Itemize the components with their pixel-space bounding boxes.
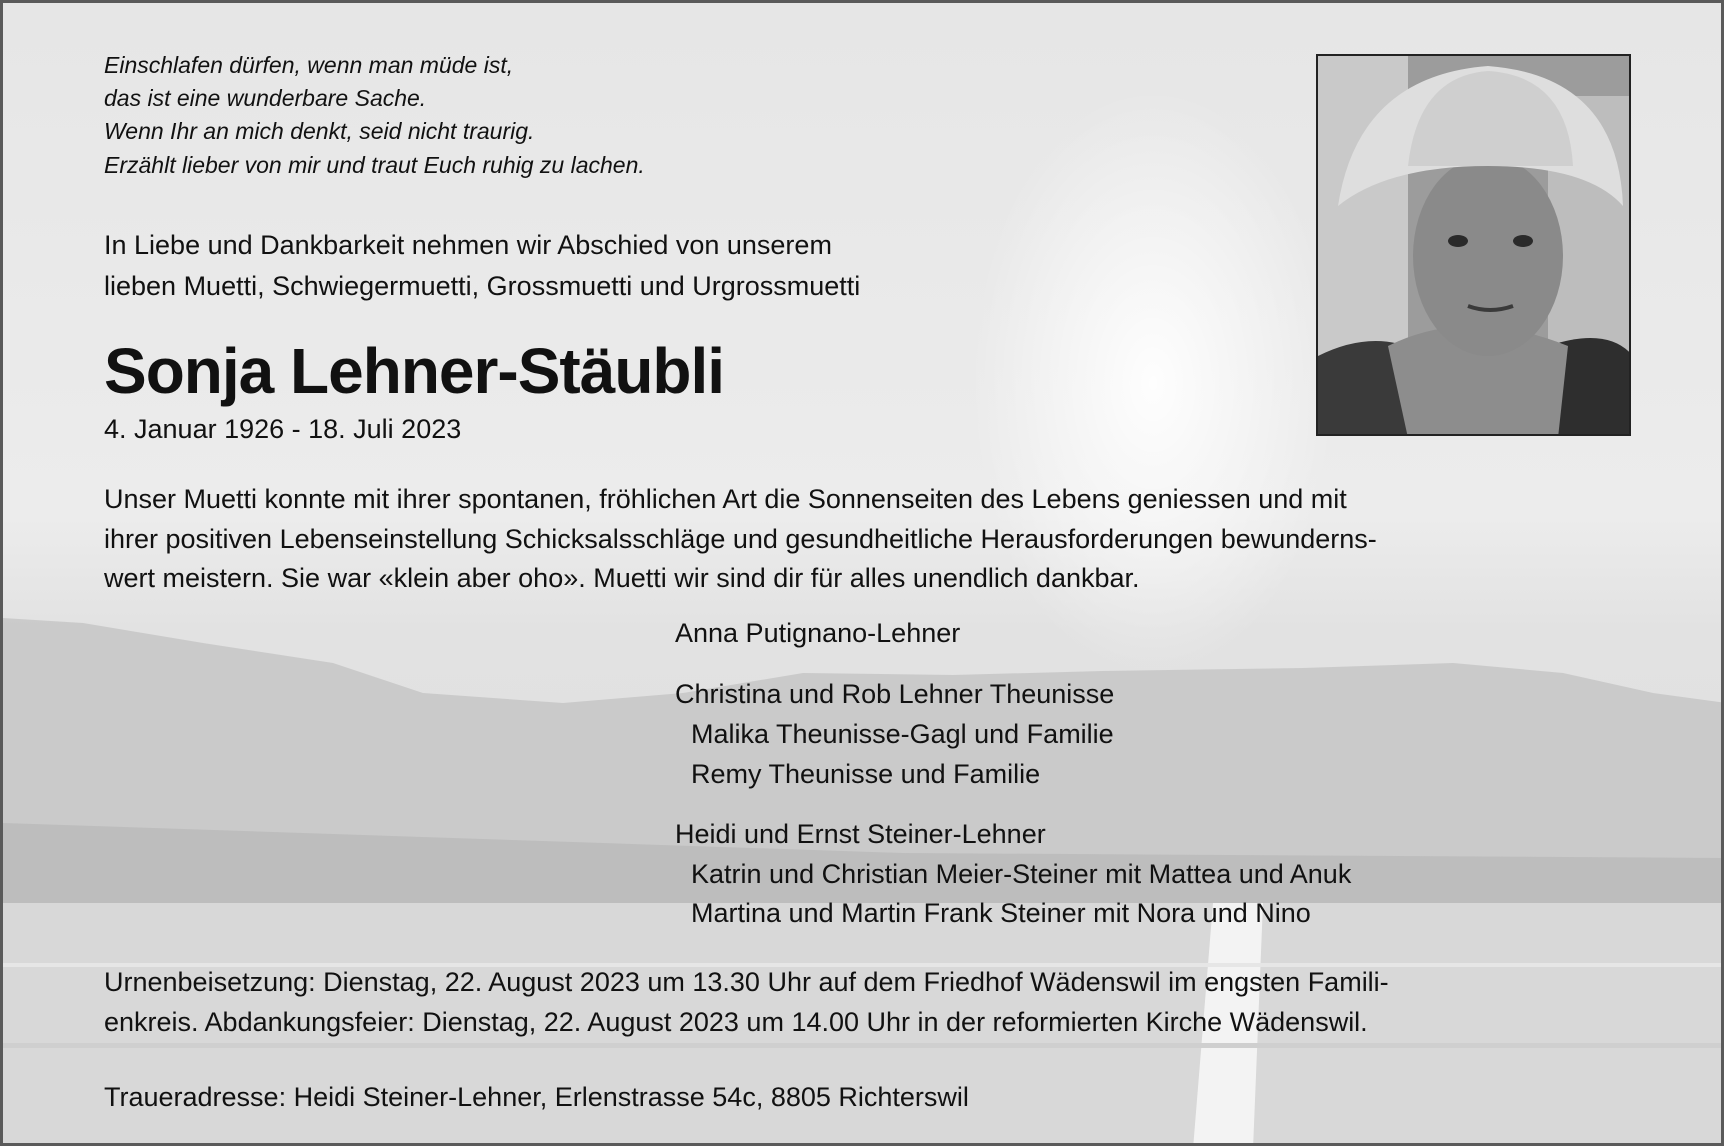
ceremony-line: Urnenbeisetzung: Dienstag, 22. August 2023 um 13.30 Uhr auf dem Friedhof Wädenswil im engsten Famili- xyxy=(104,967,1389,997)
tribute-line: wert meistern. Sie war «klein aber oho». Muetti wir sind dir für alles unendlich dankbar. xyxy=(104,563,1140,593)
family-member: Heidi und Ernst Steiner-Lehner xyxy=(675,819,1046,849)
family-member: Anna Putignano-Lehner xyxy=(675,618,961,648)
portrait-photo xyxy=(1316,54,1631,436)
family-member: Malika Theunisse-Gagl und Familie xyxy=(691,719,1114,749)
poem-line: das ist eine wunderbare Sache. xyxy=(104,85,427,111)
poem-line: Wenn Ihr an mich denkt, seid nicht traurig. xyxy=(104,118,535,144)
deceased-name: Sonja Lehner-Stäubli xyxy=(104,335,725,407)
family-member: Christina und Rob Lehner Theunisse xyxy=(675,679,1115,709)
family-member: Remy Theunisse und Familie xyxy=(691,759,1041,789)
poem-line: Erzählt lieber von mir und traut Euch ruhig zu lachen. xyxy=(104,152,645,178)
mourning-address: Traueradresse: Heidi Steiner-Lehner, Erlenstrasse 54c, 8805 Richterswil xyxy=(104,1082,969,1112)
family-member: Katrin und Christian Meier-Steiner mit Mattea und Anuk xyxy=(691,859,1352,889)
intro-line: lieben Muetti, Schwiegermuetti, Grossmuetti und Urgrossmuetti xyxy=(104,271,861,301)
tribute-line: ihrer positiven Lebenseinstellung Schicksalsschläge und gesundheitliche Herausforderungen bewunderns- xyxy=(104,524,1377,554)
life-dates: 4. Januar 1926 - 18. Juli 2023 xyxy=(104,414,462,444)
tribute-line: Unser Muetti konnte mit ihrer spontanen, fröhlichen Art die Sonnenseiten des Lebens geniessen und mit xyxy=(104,484,1347,514)
poem-line: Einschlafen dürfen, wenn man müde ist, xyxy=(104,52,514,78)
intro-line: In Liebe und Dankbarkeit nehmen wir Abschied von unserem xyxy=(104,230,832,260)
ceremony-line: enkreis. Abdankungsfeier: Dienstag, 22. August 2023 um 14.00 Uhr in der reformierten Kirche Wädenswil. xyxy=(104,1007,1368,1037)
family-member: Martina und Martin Frank Steiner mit Nora und Nino xyxy=(691,898,1311,928)
